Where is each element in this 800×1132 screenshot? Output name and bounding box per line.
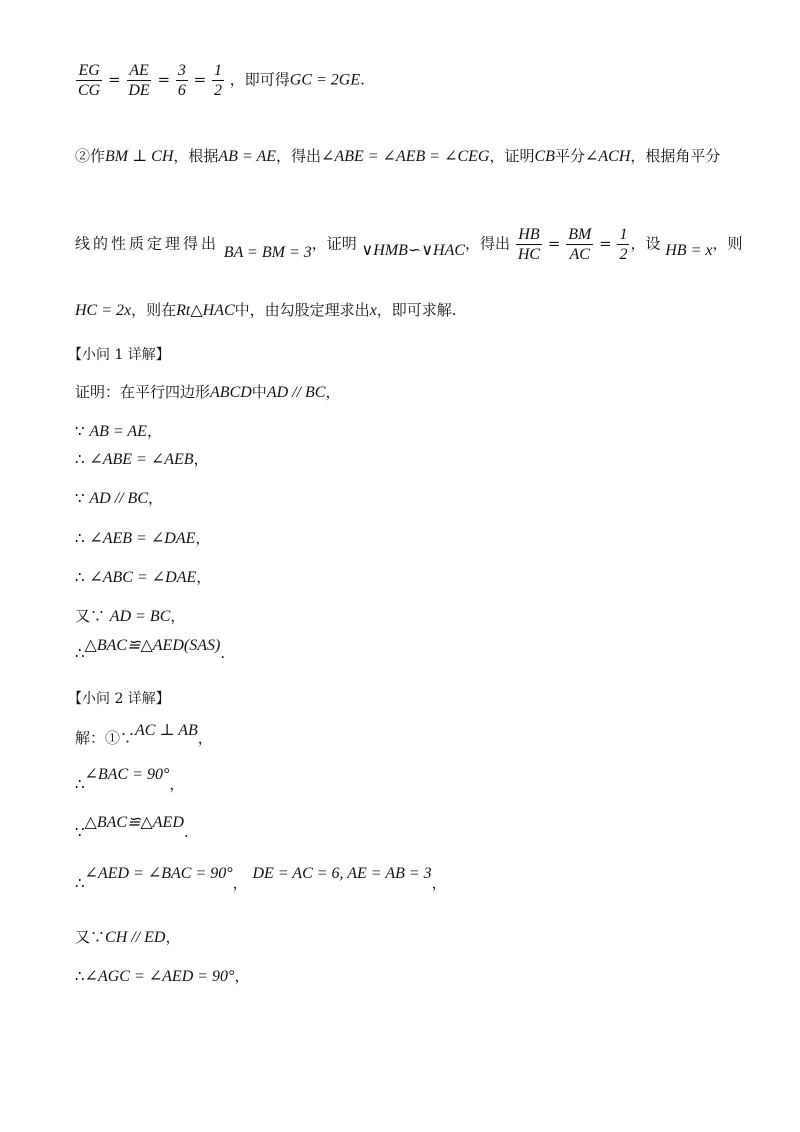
fraction: $\frac{1}{2}$	[213, 62, 222, 99]
math-expression: AB = AE	[218, 148, 277, 165]
section-heading-part-2: 【小问 2 详解】	[68, 691, 170, 707]
text: ，得出	[465, 234, 511, 253]
line-analysis-2	[75, 146, 720, 167]
math-expression: ∠ABE = ∠AEB = ∠CEG	[321, 148, 490, 165]
proof-line: ∴ ∠ABC = ∠DAE，	[75, 568, 212, 586]
solution-line: 又∵CH // ED，	[75, 928, 181, 946]
solution-line: 解：①∵AC ⊥ AB，	[75, 722, 213, 747]
equals-sign: =	[599, 234, 612, 253]
math-expression: BA = BM = 3	[223, 243, 312, 261]
proof-line: ∴△BAC≌△AED(SAS).	[75, 637, 226, 662]
text: ，根据角平分	[630, 147, 721, 165]
fraction: $\frac{1}{2}$	[619, 226, 628, 263]
math-expression: HC = 2x	[75, 302, 132, 319]
solution-line: ∴∠AED = ∠BAC = 90°， DE = AC = 6, AE = AB = 3，	[75, 865, 447, 892]
text: ，得出	[276, 147, 322, 165]
equals-sign: =	[193, 70, 207, 89]
math-expression: BM ⊥ CH	[105, 148, 174, 165]
proof-line: ∴ ∠ABE = ∠AEB，	[75, 450, 209, 468]
text: ，则	[712, 234, 743, 253]
solution-line: ∴∠AGC = ∠AED = 90°，	[75, 967, 250, 985]
fraction: $\frac{BM}{AC}$	[568, 226, 592, 263]
equals-sign: =	[547, 234, 561, 253]
text: ，即可得	[229, 70, 290, 89]
section-heading-part-1: 【小问 1 详解】	[68, 347, 170, 363]
text: 线的性质定理得出	[75, 234, 220, 253]
math-expression: GC = 2GE	[289, 71, 361, 89]
math-expression: x	[369, 302, 377, 319]
proof-line: ∴ ∠AEB = ∠DAE，	[75, 529, 211, 547]
text: ，证明	[311, 234, 357, 253]
fraction: $\frac{EG}{CG}$	[78, 62, 101, 99]
math-expression: HB = x	[665, 241, 713, 259]
solution-line: ∴∠BAC = 90°，	[75, 766, 185, 793]
text: ，根据	[173, 147, 219, 165]
text: .	[360, 70, 365, 89]
text: ，证明	[489, 147, 535, 165]
math-expression: CB	[534, 148, 555, 165]
text: ，即可求解.	[376, 301, 457, 319]
proof-line: 证明：在平行四边形ABCD中AD // BC，	[75, 383, 341, 401]
fraction: $\frac{3}{6}$	[177, 62, 186, 99]
line-ratio-result	[75, 62, 365, 99]
text: ，则在	[131, 301, 177, 319]
text: 中，由勾股定理求出	[234, 301, 370, 319]
equals-sign: =	[157, 70, 171, 89]
proof-line: 又∵ AD = BC，	[75, 607, 186, 625]
math-expression: ∠ACH	[584, 148, 631, 165]
text: 平分	[554, 147, 585, 165]
proof-line: ∵ AD // BC，	[75, 489, 164, 507]
proof-line: ∵ AB = AE，	[75, 422, 162, 440]
text: ②作	[75, 147, 106, 165]
line-analysis-3	[75, 226, 743, 263]
equals-sign: =	[108, 70, 121, 89]
math-expression: ∨HMB∽∨HAC	[361, 241, 466, 259]
fraction: $\frac{AE}{DE}$	[128, 62, 150, 99]
line-analysis-4	[75, 300, 457, 321]
fraction: $\frac{HB}{HC}$	[517, 226, 541, 263]
text: ，设	[630, 234, 661, 253]
solution-line: ∵△BAC≌△AED.	[75, 814, 189, 841]
math-expression: Rt△HAC	[176, 302, 235, 319]
